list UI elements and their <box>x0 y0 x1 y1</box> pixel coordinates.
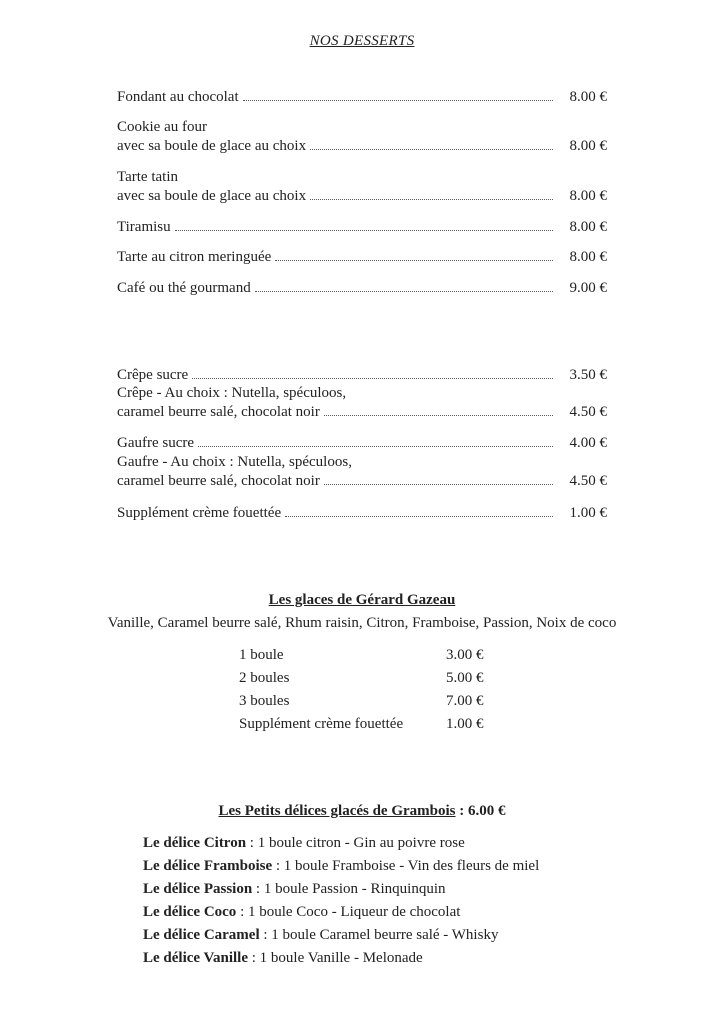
glace-price: 5.00 € <box>446 670 484 686</box>
item-line <box>117 505 607 524</box>
item-line <box>117 435 607 454</box>
item-label: avec sa boule de glace au choix <box>117 138 307 154</box>
delice-item <box>143 904 460 921</box>
item-line <box>117 188 607 207</box>
glace-price: 1.00 € <box>446 716 484 732</box>
menu-item <box>117 169 607 207</box>
delice-name: Le délice Framboise <box>143 858 273 874</box>
delice-item <box>143 927 498 944</box>
menu-item <box>117 505 607 524</box>
dot-leader <box>310 149 553 150</box>
item-label: Tarte au citron meringuée <box>117 249 272 265</box>
dot-leader <box>310 199 553 200</box>
item-label: Fondant au chocolat <box>117 89 239 105</box>
glace-label: Supplément crème fouettée <box>239 716 404 732</box>
menu-item <box>117 367 607 386</box>
item-price: 8.00 € <box>569 188 607 204</box>
item-label: Tiramisu <box>117 219 171 235</box>
item-line <box>117 119 607 138</box>
item-price: 9.00 € <box>569 280 607 296</box>
delice-name: Le délice Citron <box>143 835 247 851</box>
item-line <box>117 219 607 238</box>
menu-item <box>117 89 607 108</box>
delice-name: Le délice Coco <box>143 904 237 920</box>
dot-leader <box>324 484 553 485</box>
dot-leader <box>285 516 553 517</box>
item-label: Gaufre - Au choix : Nutella, spéculoos, <box>117 454 352 470</box>
delice-desc: : 1 boule Passion - Rinquinquin <box>252 881 446 897</box>
glace-price: 7.00 € <box>446 693 484 709</box>
glace-label: 1 boule <box>239 647 284 663</box>
item-price: 8.00 € <box>569 138 607 154</box>
dot-leader <box>198 446 553 447</box>
menu-item <box>117 454 607 492</box>
delice-name: Le délice Vanille <box>143 950 248 966</box>
item-label: Café ou thé gourmand <box>117 280 251 296</box>
menu-item <box>117 219 607 238</box>
delices-price: : 6.00 € <box>455 803 506 819</box>
item-label: Gaufre sucre <box>117 435 195 451</box>
item-line <box>117 404 607 423</box>
delice-desc: : 1 boule Caramel beurre salé - Whisky <box>259 927 499 943</box>
delice-item <box>143 858 539 875</box>
delices-title: Les Petits délices glacés de Grambois <box>218 803 456 819</box>
dot-leader <box>324 415 553 416</box>
item-line <box>117 169 607 188</box>
item-line <box>117 138 607 157</box>
item-line <box>117 249 607 268</box>
delice-desc: : 1 boule citron - Gin au poivre rose <box>246 835 465 851</box>
item-price: 8.00 € <box>569 219 607 235</box>
delice-item <box>143 835 465 852</box>
item-price: 4.50 € <box>569 404 607 420</box>
menu-item <box>117 119 607 157</box>
delice-item <box>143 881 446 898</box>
item-label: Supplément crème fouettée <box>117 505 282 521</box>
item-label: caramel beurre salé, chocolat noir <box>117 473 320 489</box>
glace-label: 2 boules <box>239 670 290 686</box>
item-line <box>117 385 607 404</box>
menu-item <box>117 280 607 299</box>
item-label: Crêpe sucre <box>117 367 189 383</box>
menu-item <box>117 435 607 454</box>
glaces-flavors: Vanille, Caramel beurre salé, Rhum raisin, Citron, Framboise, Passion, Noix de coco <box>107 615 617 631</box>
item-line <box>117 280 607 299</box>
glaces-title: Les glaces de Gérard Gazeau <box>268 592 456 608</box>
item-label: Tarte tatin <box>117 169 179 185</box>
delice-desc: : 1 boule Vanille - Melonade <box>248 950 423 966</box>
item-price: 8.00 € <box>569 249 607 265</box>
item-label: Cookie au four <box>117 119 207 135</box>
delices-heading <box>0 803 724 820</box>
glace-price: 3.00 € <box>446 647 484 663</box>
delice-desc: : 1 boule Framboise - Vin des fleurs de miel <box>272 858 540 874</box>
item-line <box>117 89 607 108</box>
item-label: Crêpe - Au choix : Nutella, spéculoos, <box>117 385 347 401</box>
page-title: NOS DESSERTS <box>309 33 415 49</box>
item-line <box>117 367 607 386</box>
glace-label: 3 boules <box>239 693 290 709</box>
item-price: 8.00 € <box>569 89 607 105</box>
item-price: 4.00 € <box>569 435 607 451</box>
dot-leader <box>243 100 553 101</box>
item-price: 4.50 € <box>569 473 607 489</box>
item-line <box>117 454 607 473</box>
dot-leader <box>275 260 553 261</box>
dot-leader <box>192 378 553 379</box>
menu-item <box>117 249 607 268</box>
delice-name: Le délice Caramel <box>143 927 260 943</box>
dot-leader <box>255 291 553 292</box>
dot-leader <box>175 230 553 231</box>
item-line <box>117 473 607 492</box>
item-label: caramel beurre salé, chocolat noir <box>117 404 320 420</box>
delice-desc: : 1 boule Coco - Liqueur de chocolat <box>236 904 461 920</box>
item-price: 3.50 € <box>569 367 607 383</box>
delice-item <box>143 950 423 967</box>
item-price: 1.00 € <box>569 505 607 521</box>
menu-item <box>117 385 607 423</box>
item-label: avec sa boule de glace au choix <box>117 188 307 204</box>
delice-name: Le délice Passion <box>143 881 253 897</box>
